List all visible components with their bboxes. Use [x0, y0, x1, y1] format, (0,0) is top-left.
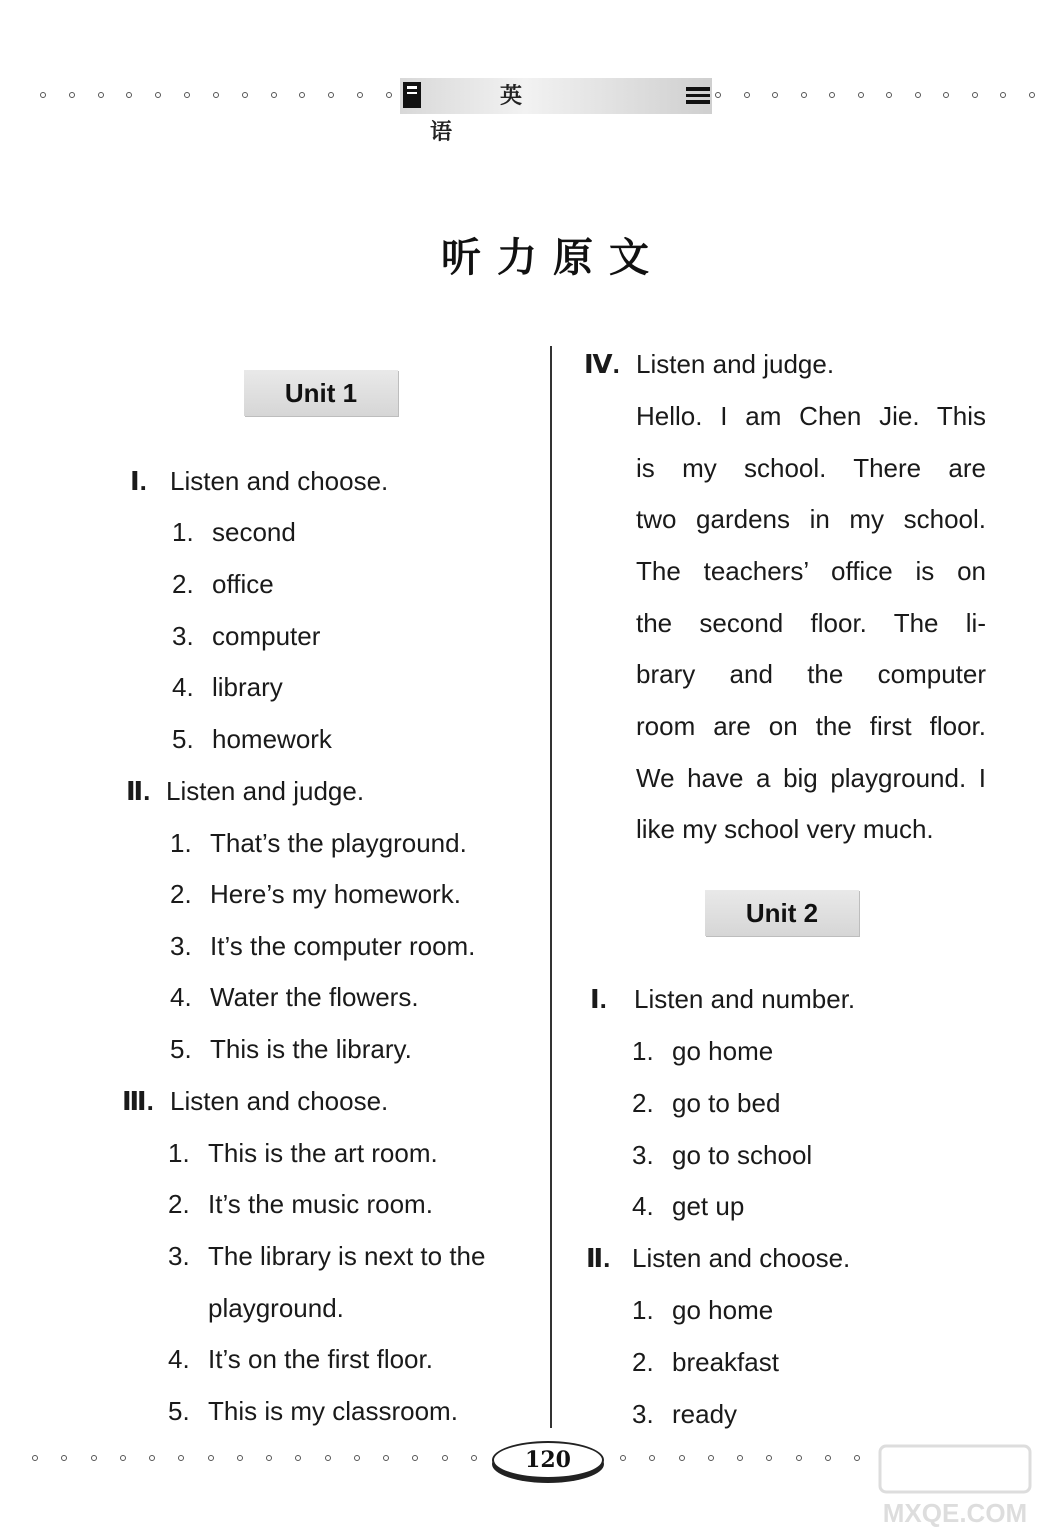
list-item: 5. homework	[172, 724, 332, 754]
section-numeral: Ⅳ.	[584, 349, 620, 379]
unit-1-label: Unit 1	[244, 370, 398, 416]
list-item-continuation: playground.	[208, 1293, 344, 1323]
open-book-icon	[684, 84, 712, 108]
section-numeral: Ⅱ.	[126, 776, 151, 806]
watermark-logo	[872, 1442, 1042, 1532]
page-title: 听力原文	[441, 234, 665, 281]
list-item: 1. go home	[632, 1295, 774, 1325]
section-heading	[584, 347, 834, 381]
section-title: Listen and number.	[634, 984, 856, 1014]
list-item: 2. go to bed	[632, 1088, 781, 1118]
passage-line: the second floor. The li-	[636, 608, 986, 638]
passage-line: like my school very much.	[636, 814, 934, 844]
header-dots-left	[40, 92, 392, 102]
list-item: 1. This is the art room.	[168, 1138, 438, 1168]
passage-line: is my school. There are	[636, 453, 986, 483]
list-item: 4. Water the flowers.	[170, 982, 419, 1012]
list-item: 2. Here’s my homework.	[170, 879, 461, 909]
passage-line: brary and the computer	[636, 659, 986, 689]
section-title: Listen and judge.	[636, 349, 835, 379]
footer-dots-right	[620, 1455, 860, 1465]
footer-dots-left	[32, 1455, 477, 1465]
section-heading	[130, 464, 388, 498]
subject-label: 英 语	[430, 83, 585, 145]
column-divider	[550, 346, 552, 1428]
list-item: 1. That’s the playground.	[170, 828, 467, 858]
list-item: 2. It’s the music room.	[168, 1189, 433, 1219]
section-numeral: Ⅲ.	[122, 1086, 154, 1116]
section-title: Listen and choose.	[170, 1086, 389, 1116]
header-band	[0, 74, 1053, 145]
list-item: 5. This is the library.	[170, 1034, 412, 1064]
passage-line: We have a big playground. I	[636, 763, 986, 793]
passage-line: Hello. I am Chen Jie. This	[636, 401, 986, 431]
section-title: Listen and choose.	[632, 1243, 851, 1273]
book-stack-icon	[400, 80, 426, 110]
list-item: 3. ready	[632, 1399, 738, 1429]
list-item: 3. go to school	[632, 1140, 813, 1170]
list-item: 4. It’s on the first floor.	[168, 1344, 433, 1374]
list-item: 1. go home	[632, 1036, 774, 1066]
section-heading	[590, 982, 855, 1016]
passage-line: two gardens in my school.	[636, 504, 986, 534]
section-numeral: Ⅰ.	[590, 984, 607, 1014]
section-heading	[586, 1241, 850, 1275]
section-numeral: Ⅰ.	[130, 466, 147, 496]
list-item: 2. breakfast	[632, 1347, 779, 1377]
list-item: 2. office	[172, 569, 274, 599]
header-dots-right	[715, 92, 1035, 102]
list-item: 3. It’s the computer room.	[170, 931, 476, 961]
list-item: 4. get up	[632, 1191, 745, 1221]
list-item: 3. The library is next to the	[168, 1241, 486, 1271]
section-heading	[126, 774, 364, 808]
list-item: 4. library	[172, 672, 283, 702]
page-number: 120	[492, 1441, 604, 1479]
list-item: 1. second	[172, 517, 296, 547]
unit-2-label: Unit 2	[705, 890, 859, 936]
section-title: Listen and choose.	[170, 466, 389, 496]
section-title: Listen and judge.	[166, 776, 365, 806]
passage-line: room are on the first floor.	[636, 711, 986, 741]
section-heading	[122, 1084, 388, 1118]
section-numeral: Ⅱ.	[586, 1243, 611, 1273]
list-item: 5. This is my classroom.	[168, 1396, 458, 1426]
passage-line: The teachers’ office is on	[636, 556, 986, 586]
list-item: 3. computer	[172, 621, 321, 651]
watermark-text: MXQE.COM	[882, 1498, 1028, 1528]
